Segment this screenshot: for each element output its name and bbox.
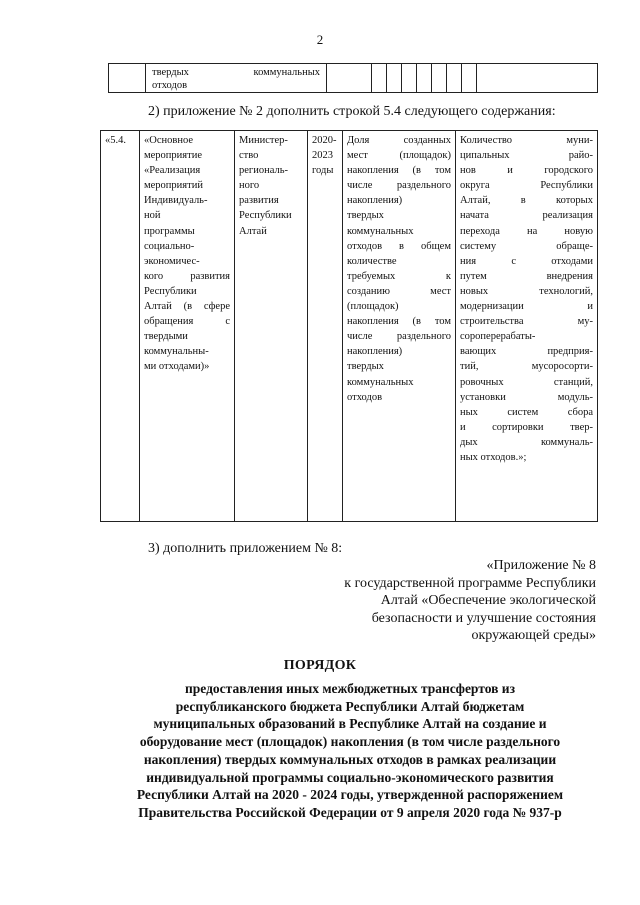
cell-line: мероприятие: [144, 150, 202, 162]
cell-line: программы: [144, 225, 195, 237]
table-cell: [109, 64, 146, 93]
cell-line: нов и городского: [460, 165, 593, 177]
cell-line: Министер-: [239, 135, 288, 146]
cell-line: экономичес-: [144, 255, 200, 267]
cell-line: ных отходов.»;: [460, 451, 527, 463]
cell-text: отходов: [152, 80, 188, 91]
order-subtitle: [96, 680, 604, 822]
cell-line: мероприятий: [144, 180, 203, 192]
subtitle-line: оборудование мест (площадок) накопления (в том числе раздельного: [139, 734, 561, 750]
cell-line: ния с отходами: [460, 255, 593, 267]
cell-line: ных систем сбора: [460, 406, 593, 418]
event-cell: [140, 131, 235, 522]
cell-line: «Основное: [144, 135, 193, 146]
cell-line: накопления (в том: [347, 165, 451, 177]
cell-line: отходов в общем: [347, 240, 451, 252]
cell-line: ной: [144, 210, 161, 222]
subtitle-line: муниципальных образований в Республике Алтай на создание и: [153, 716, 547, 732]
result-cell: [456, 131, 598, 522]
cell-line: годы: [312, 165, 334, 177]
paragraph-3: 3) дополнить приложением № 8:: [148, 541, 343, 556]
cell-line: систему обраще-: [460, 240, 593, 252]
table-cell: [402, 64, 417, 93]
cell-line: сороперерабаты-: [460, 331, 536, 343]
cell-line: мест (площадок): [347, 150, 451, 162]
cell-line: Республики: [239, 210, 292, 222]
cell-line: твердых: [347, 361, 384, 373]
table-cell: [387, 64, 402, 93]
cell-line: накопления (в том: [347, 316, 451, 328]
subtitle-line: предоставления иных межбюджетных трансфертов из: [185, 681, 515, 696]
cell-line: Доля созданных: [347, 135, 451, 146]
cell-line: социально-: [144, 240, 195, 252]
cell-line: новых технологий,: [460, 285, 593, 297]
previous-table-fragment: [108, 63, 598, 93]
number-cell: [101, 131, 140, 522]
cell-line: числе раздельного: [347, 331, 451, 343]
cell-line: отходов: [347, 391, 383, 403]
cell-line: ми отходами)»: [144, 361, 210, 373]
cell-line: «Реализация: [144, 165, 201, 177]
cell-line: количестве: [347, 255, 397, 267]
cell-line: коммунальных: [347, 225, 414, 237]
cell-line: 2020-: [312, 135, 337, 146]
cell-line: перехода на новую: [460, 225, 593, 237]
cell-line: округа Республики: [460, 180, 593, 192]
cell-line: ство: [239, 150, 259, 162]
table-cell: [146, 64, 327, 93]
cell-line: числе раздельного: [347, 180, 451, 192]
cell-text: коммунальных: [253, 67, 320, 78]
cell-line: Алтай: [239, 225, 267, 237]
cell-line: установки модуль-: [460, 391, 593, 403]
cell-line: строительства му-: [460, 316, 593, 328]
table-row: [109, 64, 598, 93]
indicator-cell: [343, 131, 456, 522]
subtitle-line: накопления) твердых коммунальных отходов в рамках реализации: [143, 751, 557, 767]
appendix-line: Алтай «Обеспечение экологической: [380, 593, 596, 608]
executor-cell: [235, 131, 308, 522]
cell-line: Индивидуаль-: [144, 195, 208, 207]
table-cell: [327, 64, 372, 93]
cell-line: накопления): [347, 346, 403, 358]
page-number: 2: [316, 32, 324, 47]
subtitle-line: Республики Алтай на 2020 - 2024 годы, утвержденной распоряжением: [136, 787, 564, 803]
period-cell: [308, 131, 343, 522]
appendix-line: к государственной программе Республики: [344, 575, 596, 591]
table-cell: [417, 64, 432, 93]
table-cell: [447, 64, 462, 93]
cell-line: вающих предприя-: [460, 346, 593, 358]
appendix-line: окружающей среды»: [471, 628, 596, 643]
cell-line: ного: [239, 180, 260, 192]
cell-line: модернизации и: [460, 301, 593, 313]
cell-line: тий, мусоросорти-: [460, 361, 593, 373]
cell-line: региональ-: [239, 165, 288, 177]
appendix-line: безопасности и улучшение состояния: [371, 610, 596, 626]
cell-line: Алтай (в сфере: [144, 301, 230, 313]
table-row: [101, 131, 598, 522]
appendix-header: [344, 557, 596, 645]
order-title: ПОРЯДОК: [283, 658, 357, 673]
cell-line: развития: [239, 195, 279, 207]
cell-line: твердыми: [144, 331, 188, 343]
cell-line: ципальных райо-: [460, 150, 593, 162]
cell-line: коммунальных: [347, 376, 414, 388]
cell-line: Алтай, в которых: [460, 195, 593, 207]
table-cell: [462, 64, 477, 93]
table-cell: [432, 64, 447, 93]
cell-line: созданию мест: [347, 285, 451, 297]
cell-text: твердых: [152, 67, 189, 78]
cell-line: начата реализация: [460, 210, 593, 222]
cell-line: твердых: [347, 210, 384, 222]
cell-line: 2023: [312, 150, 333, 162]
subtitle-line: Правительства Российской Федерации от 9 апреля 2020 года № 937-р: [138, 804, 562, 820]
cell-line: Республики: [144, 285, 197, 297]
row-number: «5.4.: [105, 135, 126, 146]
cell-line: кого развития: [144, 270, 230, 282]
subtitle-line: индивидуальной программы социально-экономического развития: [146, 769, 554, 785]
cell-line: путем внедрения: [460, 270, 593, 282]
table-cell: [477, 64, 598, 93]
cell-line: дых коммуналь-: [460, 436, 593, 448]
cell-line: Количество муни-: [460, 135, 593, 146]
paragraph-2: 2) приложение № 2 дополнить строкой 5.4 следующего содержания:: [148, 104, 556, 119]
cell-line: (площадок): [347, 301, 399, 313]
appendix-line: «Приложение № 8: [486, 558, 596, 573]
cell-line: обращения с: [144, 316, 230, 328]
cell-line: и сортировки твер-: [460, 421, 593, 433]
cell-line: накопления): [347, 195, 403, 207]
cell-line: коммунальны-: [144, 346, 209, 358]
subtitle-line: республиканского бюджета Республики Алтай бюджетам: [175, 698, 525, 714]
table-cell: [372, 64, 387, 93]
row-5-4-table: [100, 130, 598, 522]
cell-line: требуемых к: [347, 270, 451, 282]
cell-line: ровочных станций,: [460, 376, 593, 388]
